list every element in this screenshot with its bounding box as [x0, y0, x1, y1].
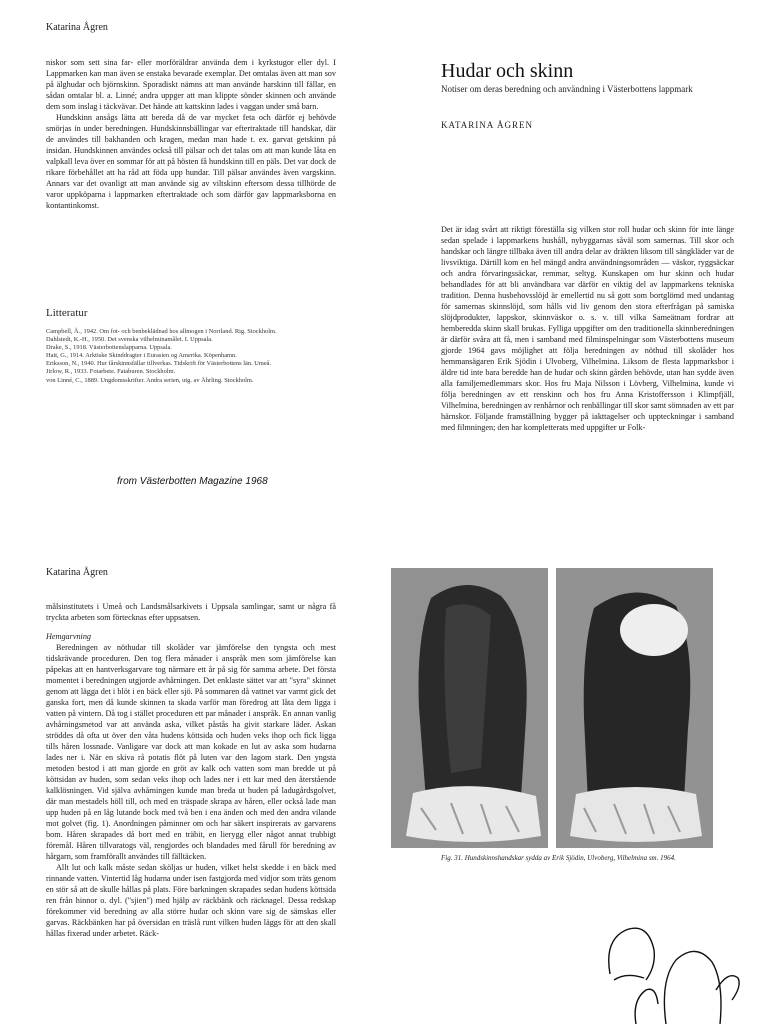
section-subheading: Hemgarvning — [46, 632, 92, 641]
literature-item: Drake, S., 1918. Västerbottenslapparna. Uppsala. — [46, 344, 172, 352]
figure-caption: Fig. 31. Hundskinnshandskar sydda av Erik Sjödin, Ulvoberg, Vilhelmina sm. 1964. — [441, 854, 676, 862]
mitten-photo-left — [391, 568, 548, 848]
mitten-image — [391, 568, 548, 848]
literature-item: Eriksson, N., 1940. Hur fårskinnsfällar tillverkas. Tidskrift för Västerbottens län. Umeå. — [46, 360, 272, 368]
literature-item: Campbell, Å., 1942. Om fot- och benbeklädnad hos allmogen i Norrland. Rig. Stockholm. — [46, 328, 277, 335]
literature-item: Dahlstedt, K.-H., 1950. Det svenska vilhelminamålet. I. Uppsala. — [46, 336, 213, 344]
left-text-column — [46, 57, 336, 211]
paragraph: Allt lut och kalk måste sedan sköljas ur huden, vilket helst skedde i en bäck med rinnande vatten. Vintertid låg hudarna under isen fastgjorda med vidjor som träts genom en stör så att de skulle hållas på plats. Före barkningen skrapades sedan hudens köttsida ren från hinnor o. dyl. ("sjien") med hjälp av räckbänk och räcknagel. Dessa redskap förekommer vid beredning av alla större hudar och skinn vare sig de sämskas eller garvas. Räckbänken har på översidan en träslå runt vilken huden läggs för att den skall hållas fixerad under arbetet. Räck- — [46, 863, 336, 938]
mitten-outline-drawing — [596, 920, 768, 1024]
article-author: KATARINA ÅGREN — [441, 120, 534, 130]
paragraph: Det är idag svårt att riktigt föreställa sig vilken stor roll hudar och skinn för inte länge sedan spelade i lappmarkens hushåll, nybyggarnas såväl som samernas. Till skor och handskar och längre tillbaka även till andra delar av dräkten liksom till sängkläder var de livsviktiga. Därtill kom en hel mängd andra användningsområden — väskor, ryggsäckar och andra förvaringssäckar, remmar, seltyg. Kunskapen om hur skinn och hudar behandlades för att bli användbara var därför en viktig del av lappmarkens tekniska tradition. Denna husbehovsslöjd är emellertid nu så gott som bortglömd med undantag för samernas skinnslöjd, som hålls vid liv genom den stora efterfrågan på samiska slöjdprodukter, lappskor, skinnväskor o. s. v. till vilka Sameätnam fordrar att hemberedda skinn skall brukas. Fylliga uppgifter om den traditionella skinnberedningen är därför svåra att få, men i samband med filminspelningar som Västerbottens museum gjorde 1964 gavs möjlighet att följa beredningen av nöthud till skolåder hos hemmansägaren Erik Sjödin i Ulvoberg, Vilhelmina. Liksom de flesta lappmarksbor i äldre tid inte bara beredde han de hudar och skinn gården behövde, utan han sydde även alla familjemedlemmars skor. Hos fru Maja Nilsson i Lövberg, Vilhelmina, kunde vi följa beredningen av ett renskinn och hos fru Anna Kristoffersson i Klimpfjäll, Vilhelmina, beredningen av renhårnor och renbällingar till skor samt sömnaden av ett par härnskor. Följande framställning bygger på iakttagelser och uppteckningar i samband med filmningen; den har kompletterats med uppgifter ur Folk- — [441, 225, 734, 432]
article-title: Hudar och skinn — [441, 60, 574, 82]
literature-item: Hatt, G., 1914. Arktiske Skinddragter i Eurasien og Amerika. Köpenhamn. — [46, 352, 237, 360]
literature-list — [46, 328, 336, 385]
literature-item: Jirlow, R., 1933. Fotarbete. Fataburen. Stockholm. — [46, 368, 176, 376]
bottom-text-column — [46, 601, 336, 939]
article-subtitle: Notiser om deras beredning och användning i Västerbottens lappmark — [441, 84, 693, 94]
running-head: Katarina Ågren — [46, 567, 108, 578]
mitten-line-drawing — [596, 920, 768, 1024]
paragraph: Hundskinn ansågs lätta att bereda då de var mycket feta och därför ej behövde smörjas in under beredningen. Hundskinnsbällingar var eftertraktade till handskar, där de användes till bakhanden och kragen, medan man hade t. ex. garvat getskinn på insidan. Hundskinnen användes också till pälsar och det talas om att man kunde låta en valpkall leva över en sommar för att på hösten få hundskinn till en päls. Det var dock de rikare förbehållet att ha råd att föda upp hundar. Till pälsar användes även vargskinn. Annars var det ovanligt att man använde sig av viltskinn eftersom dessa tillhörde de varor uppköparna i lappmarken eftertraktade och som därför gav lappmarksborna en kontantinkomst. — [46, 113, 336, 210]
right-text-column — [441, 224, 734, 433]
mitten-photo-right — [556, 568, 713, 848]
literature-heading: Litteratur — [46, 307, 88, 319]
source-note: from Västerbotten Magazine 1968 — [117, 476, 268, 487]
running-head: Katarina Ågren — [46, 22, 108, 33]
mitten-image — [556, 568, 713, 848]
paragraph: niskor som sett sina far- eller morföräldrar använda dem i kyrkstugor eller dyl. I Lappmarken kan man även se enstaka bevarade exemplar. Det omtalas även att man sov på älghudar och björnskinn. Sporadiskt nämns att man använde harskinn till fällar, en sådan omtalar bl. a. Linné; andra uppger att man klippte sönder skinnen och använde dem som inslag i täckvävar. Det hände att kattskinn lades i vaggan under små barn. — [46, 58, 336, 111]
literature-item: von Linné, C., 1889. Ungdomsskrifter. Andra serien, utg. av Ährling. Stockholm. — [46, 376, 254, 384]
paragraph: Beredningen av nöthudar till skolåder var jämförelse den tyngsta och mest tidskrävande proceduren. Den tog flera månader i anspråk men som jämförelse kan påpekas att en hantverksgarvare tog närmare ett år på sig för samma arbete. Det första momentet i beredningen utgjorde avhårningen. Det enklaste sättet var att "syra" skinnet genom att lägga det i blöt i en bäck eller sjö. På sommaren då vattnet var varmt gick det ganska fort, men då kunde skinnen ta skada varför man föredrog att låta dem ligga i vatten på vintern. Då tog i stället proceduren ett par månader i anspråk. En annan vanlig avhårningsmetod var att använda aska, vilket påstås ha givit starkare läder. Askan ströddes då ofta ut över den våta hudens köttsida och huden veks ihop och fick ligga tills håren lossnade. Vanligare var dock att man kokade en lut av aska som hudarna lades ner i. När en skiva rå potatis flöt på luten var den lagom stark. Den yngsta metoden bestod i att man gjorde en gröt av kalk och vatten som man bredde ut på köttsidan av huden, som sedan veks ihop och lades ner i ett kar med den återstående kalklösningen. Vid själva avhårningen kunde man breda ut huden på ladugårdsgolvet, där man mestadels höll till, och med en träspade skrapa av håren, eller också lade man upp huden på en låg lutande bock med två ben i ena änden och med den andra vilande mot golvet (fig. 1). Anordningen påminner om och har säkert inspirerats av garvarens bom. Håren skrapades då bort med en träbit, en lierygg eller något annat trubbigt föremål. Håren tillvaratogs väl, rengjordes och blandades med fårull för beredning av hårgarn, som framförallt användes till fälltäcken. — [46, 643, 336, 861]
paragraph: målsinstitutets i Umeå och Landsmålsarkivets i Uppsala samlingar, samt ur några få tryckta arbeten som förtecknas efter uppsatsen. — [46, 602, 336, 622]
